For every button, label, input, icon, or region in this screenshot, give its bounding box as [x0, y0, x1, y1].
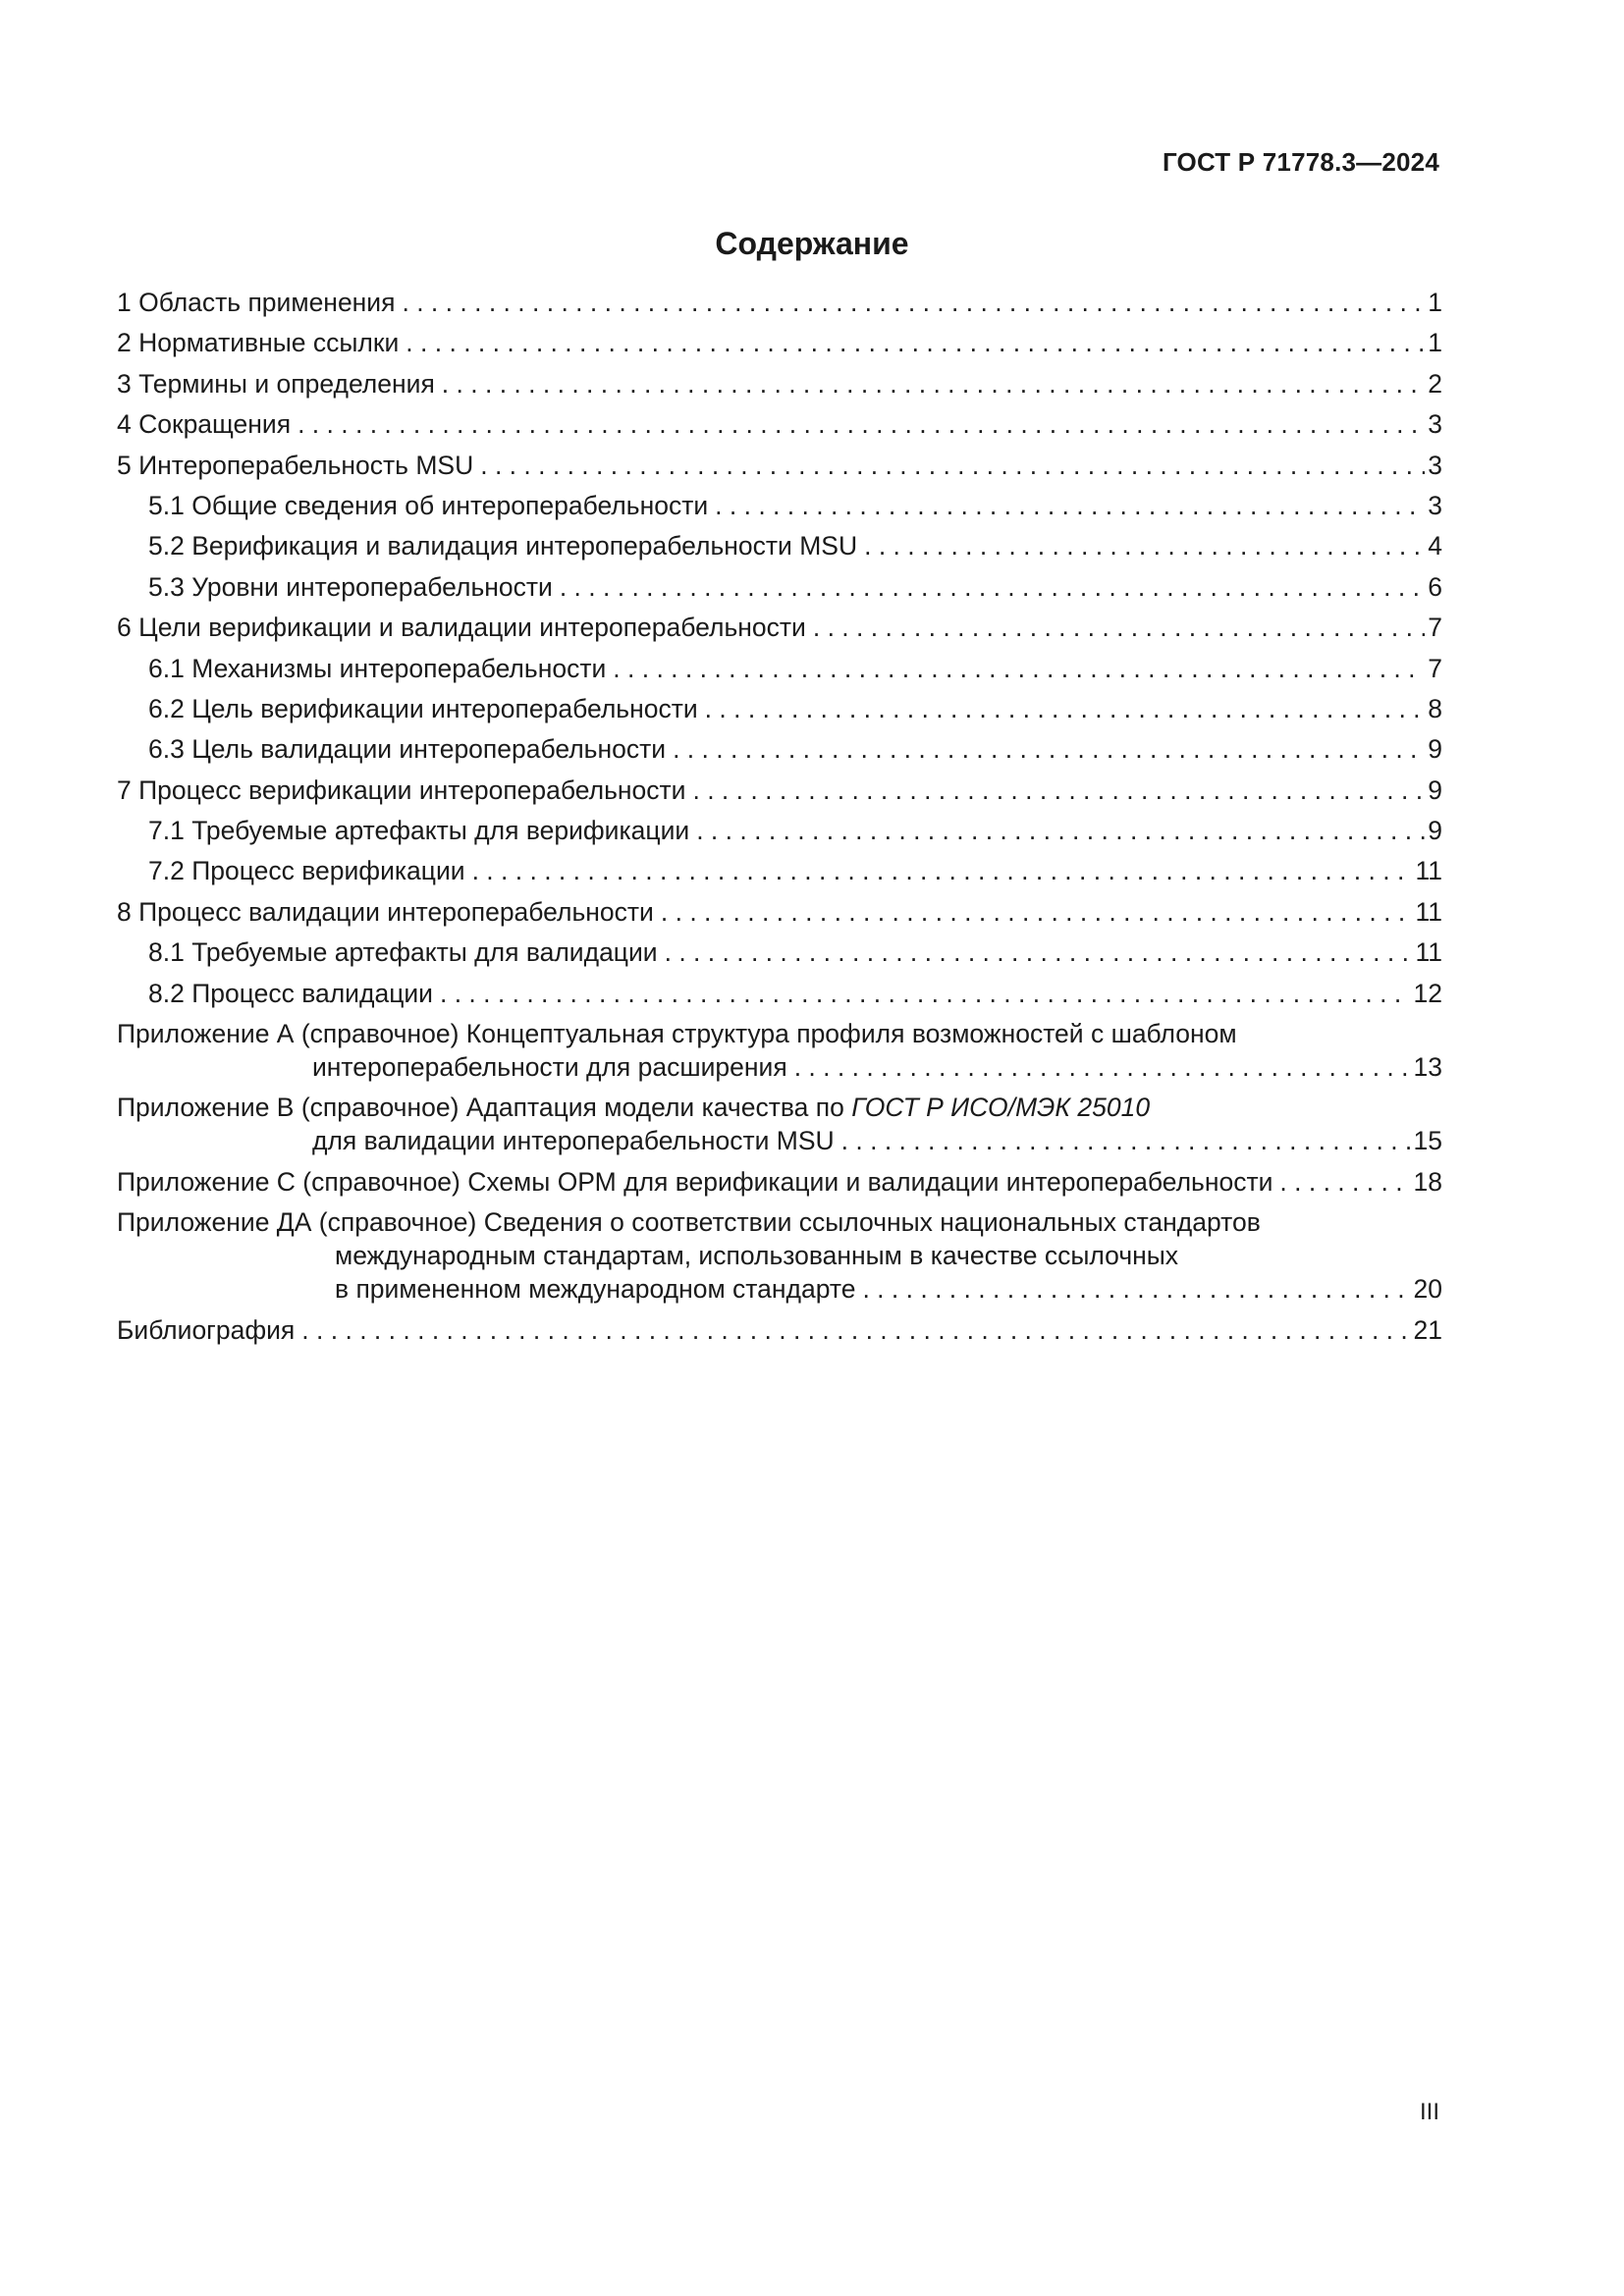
toc-entry-page: 3 — [1428, 490, 1442, 520]
toc-entry-8[interactable] — [117, 895, 1442, 929]
appendix-da-line-1: Приложение ДА (справочное) Сведения о соответствии ссылочных национальных стандартов — [117, 1207, 1261, 1238]
appendix-da-line-3 — [117, 1272, 1442, 1306]
dot-leader — [692, 774, 1425, 807]
toc-entry-5-3[interactable] — [117, 570, 1442, 604]
toc-entry-label: 8.1 Требуемые артефакты для валидации — [148, 937, 658, 968]
toc-entry-label: 5.2 Верификация и валидация интероперабельности MSU — [148, 531, 858, 561]
toc-entry-label: 6.2 Цель верификации интероперабельности — [148, 693, 698, 723]
dot-leader — [472, 854, 1413, 887]
toc-entry-label: 6.3 Цель валидации интероперабельности — [148, 734, 667, 765]
toc-entry-page: 6 — [1428, 571, 1442, 602]
toc-entry-page: 1 — [1428, 288, 1442, 317]
dot-leader — [440, 977, 1411, 1010]
toc-entry-label: в примененном международном стандарте — [335, 1274, 856, 1305]
appendix-da-line-2: международным стандартам, использованным в качестве ссылочных — [335, 1241, 1179, 1271]
toc-entry-5-1[interactable] — [117, 489, 1442, 522]
toc-entry-7[interactable] — [117, 774, 1442, 807]
toc-entry-6-2[interactable] — [117, 692, 1442, 725]
toc-entry-page: 11 — [1415, 937, 1442, 968]
toc-entry-label: Библиография — [117, 1314, 296, 1345]
dot-leader — [613, 652, 1425, 685]
appendix-a-line-1: Приложение А (справочное) Концептуальная структура профиля возможностей с шаблоном — [117, 1019, 1237, 1049]
dot-leader — [661, 895, 1413, 929]
standard-reference-link: ГОСТ Р ИСО/МЭК 25010 — [851, 1093, 1151, 1123]
toc-entry-label: 5.3 Уровни интероперабельности — [148, 571, 553, 602]
toc-entry-page: 12 — [1413, 978, 1442, 1008]
dot-leader — [813, 611, 1425, 644]
dot-leader — [862, 1272, 1410, 1306]
toc-entry-page: 9 — [1428, 816, 1442, 846]
toc-entry-page: 11 — [1415, 896, 1442, 927]
toc-entry-page: 20 — [1413, 1274, 1442, 1305]
toc-appendix-a[interactable] — [117, 1017, 1442, 1084]
toc-appendix-da[interactable] — [117, 1205, 1442, 1306]
appendix-b-line-1 — [117, 1091, 1442, 1124]
toc-entry-label: 6.1 Механизмы интероперабельности — [148, 653, 607, 683]
appendix-b-line-2 — [117, 1124, 1442, 1157]
toc-appendix-b[interactable] — [117, 1091, 1442, 1157]
dot-leader — [1279, 1165, 1410, 1199]
toc-entry-6-1[interactable] — [117, 652, 1442, 685]
toc-entry-label: 6 Цели верификации и валидации интероперабельности — [117, 613, 806, 643]
toc-entry-label: 7 Процесс верификации интероперабельности — [117, 774, 686, 805]
toc-entry-3[interactable] — [117, 367, 1442, 400]
dot-leader — [673, 732, 1425, 766]
toc-entry-7-1[interactable] — [117, 814, 1442, 847]
toc-entry-4[interactable] — [117, 407, 1442, 441]
toc-entry-page: 11 — [1415, 856, 1442, 886]
document-code: ГОСТ Р 71778.3—2024 — [1162, 147, 1439, 177]
toc-entry-page: 9 — [1428, 734, 1442, 765]
toc-entry-page: 3 — [1428, 450, 1442, 480]
toc-entry-6[interactable] — [117, 611, 1442, 644]
toc-entry-page: 4 — [1428, 531, 1442, 561]
toc-entry-label: 7.2 Процесс верификации — [148, 856, 465, 886]
toc-entry-page: 9 — [1428, 774, 1442, 805]
dot-leader — [705, 692, 1426, 725]
toc-bibliography[interactable] — [117, 1313, 1442, 1347]
toc-entry-label: Приложение С (справочное) Схемы ОРМ для верификации и валидации интероперабельности — [117, 1166, 1273, 1197]
dot-leader — [402, 286, 1425, 319]
toc-entry-label: 8.2 Процесс валидации — [148, 978, 433, 1008]
toc-entry-page: 15 — [1413, 1126, 1442, 1156]
dot-leader — [696, 814, 1425, 847]
toc-entry-8-2[interactable] — [117, 977, 1442, 1010]
toc-entry-label: 3 Термины и определения — [117, 368, 435, 399]
toc-entry-6-3[interactable] — [117, 732, 1442, 766]
dot-leader — [794, 1050, 1411, 1084]
toc-entry-label: 5 Интероперабельность MSU — [117, 450, 474, 480]
toc-appendix-c[interactable] — [117, 1165, 1442, 1199]
toc-entry-label: 4 Сокращения — [117, 409, 292, 440]
toc-entry-label: 5.1 Общие сведения об интероперабельности — [148, 490, 709, 520]
appendix-b-prefix: Приложение В (справочное) Адаптация модели качества по — [117, 1093, 852, 1123]
dot-leader — [560, 570, 1425, 604]
dot-leader — [301, 1313, 1410, 1347]
appendix-a-line-2 — [117, 1050, 1442, 1084]
toc-entry-page: 7 — [1428, 613, 1442, 643]
page-number: III — [1419, 2099, 1439, 2125]
table-of-contents — [117, 286, 1442, 1354]
toc-entry-8-1[interactable] — [117, 935, 1442, 969]
toc-entry-5-2[interactable] — [117, 529, 1442, 562]
toc-entry-7-2[interactable] — [117, 854, 1442, 887]
dot-leader — [841, 1124, 1411, 1157]
toc-entry-label: интероперабельности для расширения — [312, 1052, 787, 1083]
toc-entry-1[interactable] — [117, 286, 1442, 319]
dot-leader — [298, 407, 1425, 441]
toc-entry-label: 8 Процесс валидации интероперабельности — [117, 896, 654, 927]
toc-entry-label: 1 Область применения — [117, 288, 396, 317]
toc-entry-page: 1 — [1428, 328, 1442, 358]
toc-entry-label: 7.1 Требуемые артефакты для верификации — [148, 816, 690, 846]
dot-leader — [442, 367, 1425, 400]
dot-leader — [406, 326, 1425, 359]
toc-entry-page: 13 — [1413, 1052, 1442, 1083]
toc-entry-page: 3 — [1428, 409, 1442, 440]
toc-entry-label: 2 Нормативные ссылки — [117, 328, 400, 358]
toc-entry-2[interactable] — [117, 326, 1442, 359]
dot-leader — [665, 935, 1413, 969]
toc-entry-page: 18 — [1413, 1166, 1442, 1197]
toc-entry-5[interactable] — [117, 449, 1442, 482]
toc-title: Содержание — [715, 226, 909, 261]
toc-entry-page: 2 — [1428, 368, 1442, 399]
dot-leader — [864, 529, 1425, 562]
toc-entry-page: 8 — [1428, 693, 1442, 723]
toc-entry-page: 7 — [1428, 653, 1442, 683]
dot-leader — [480, 449, 1425, 482]
toc-entry-page: 21 — [1413, 1314, 1442, 1345]
toc-entry-label: для валидации интероперабельности MSU — [312, 1126, 835, 1156]
dot-leader — [715, 489, 1425, 522]
